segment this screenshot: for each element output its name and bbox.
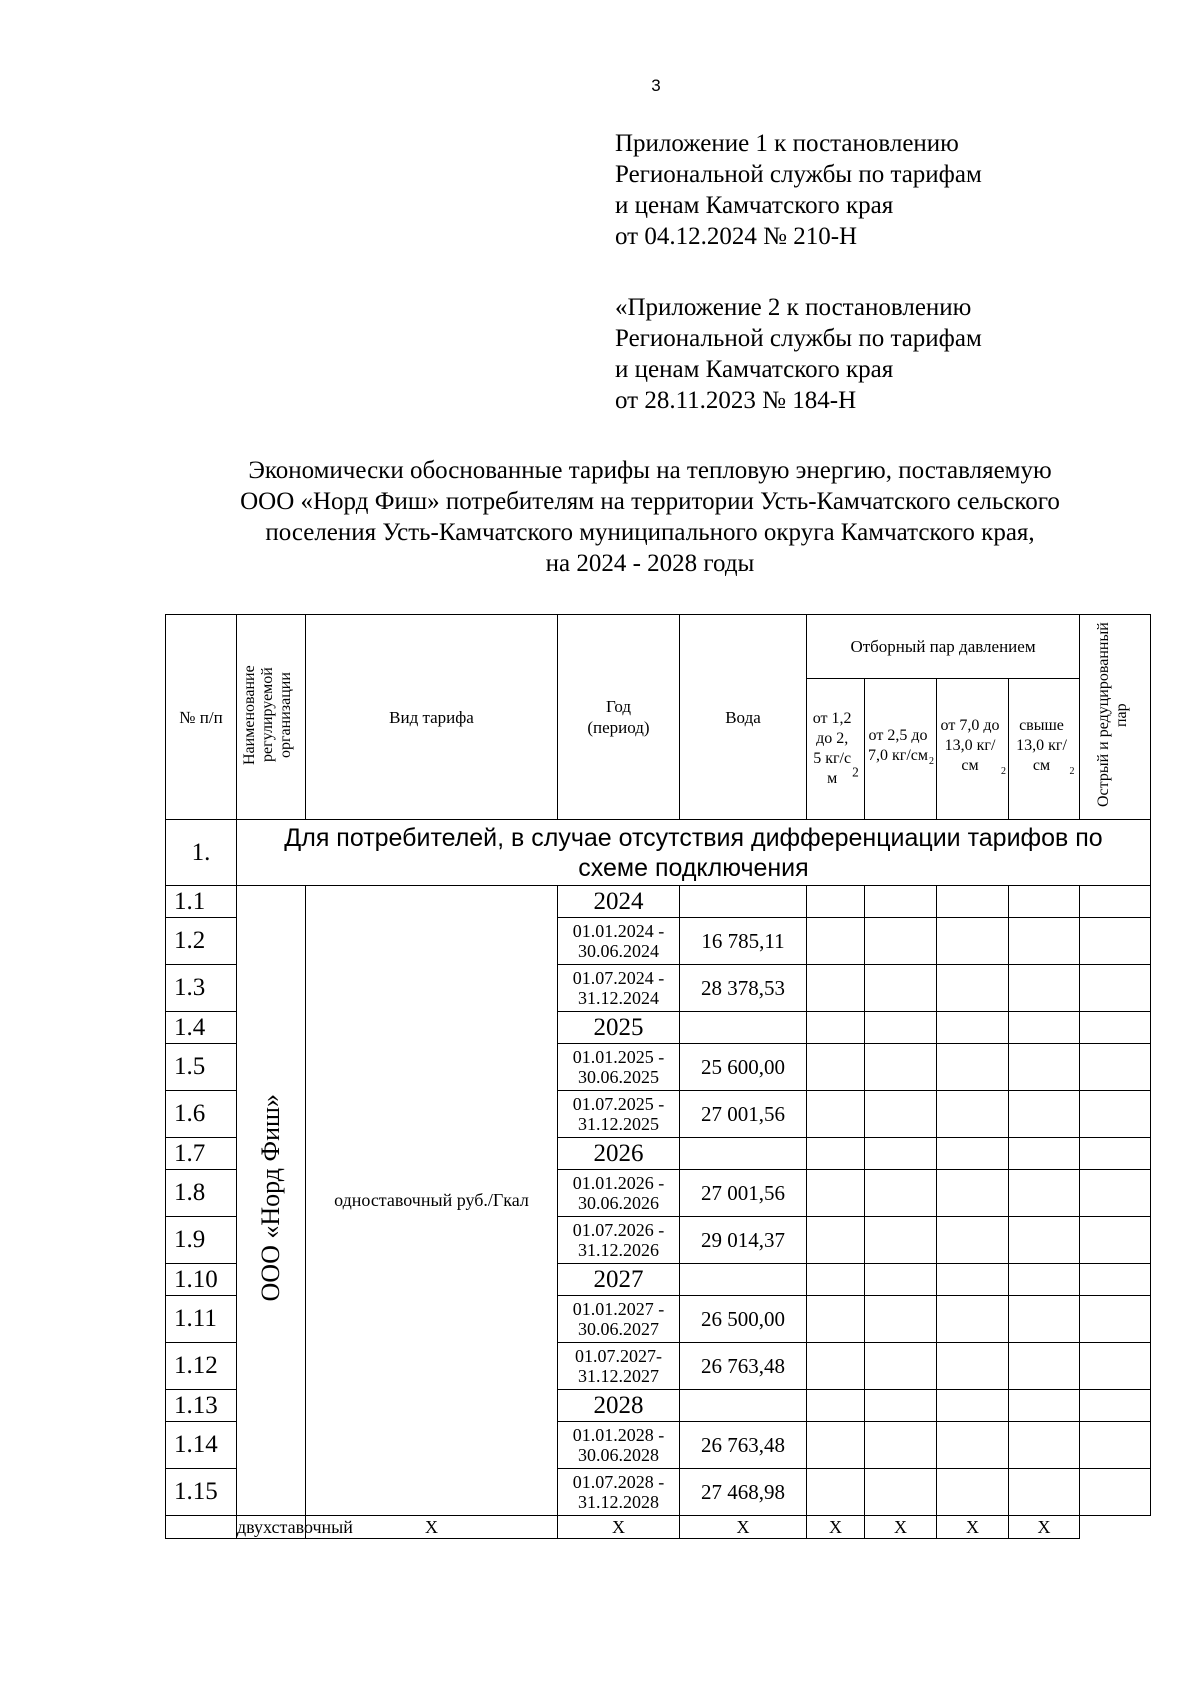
period-cell: 01.07.2026 - 31.12.2026	[558, 1217, 680, 1264]
x-mark: Х	[807, 1516, 865, 1539]
tariff-one-rate: одноставочный руб./Гкал	[306, 886, 558, 1516]
title-line: ООО «Норд Фиш» потребителям на территории Усть-Камчатского сельского	[240, 488, 1060, 515]
appendix-2-line: и ценам Камчатского края	[615, 356, 894, 383]
x-mark: Х	[558, 1516, 680, 1539]
period-cell: 01.07.2025 - 31.12.2025	[558, 1091, 680, 1138]
header-sharp-steam-text: Острый и редуцированный пар	[1095, 622, 1131, 807]
water-cell	[680, 1012, 807, 1044]
row-number: 1.12	[166, 1343, 237, 1390]
x-mark: Х	[1009, 1516, 1080, 1539]
header-steam-4-sup: 2	[1069, 766, 1075, 778]
period-cell: 01.07.2028 - 31.12.2028	[558, 1469, 680, 1516]
header-steam-4	[1009, 679, 1080, 820]
header-steam-group: Отборный пар давлением	[807, 615, 1080, 679]
row-number-empty	[166, 1516, 237, 1539]
year-cell: 2028	[558, 1390, 680, 1422]
header-steam-2	[865, 679, 937, 820]
header-steam-3	[937, 679, 1009, 820]
period-cell: 01.07.2027- 31.12.2027	[558, 1343, 680, 1390]
year-cell: 2025	[558, 1012, 680, 1044]
appendix-1-line: Приложение 1 к постановлению	[615, 130, 959, 157]
row-number: 1.11	[166, 1296, 237, 1343]
appendix-1-line: Региональной службы по тарифам	[615, 161, 982, 188]
title-line: Экономически обоснованные тарифы на тепловую энергию, поставляемую	[248, 457, 1052, 484]
header-steam-1-sup: 2	[852, 764, 859, 780]
year-cell: 2026	[558, 1138, 680, 1170]
water-cell: 27 001,56	[680, 1170, 807, 1217]
appendix-1-line: и ценам Камчатского края	[615, 192, 894, 219]
period-cell: 01.01.2025 - 30.06.2025	[558, 1044, 680, 1091]
tariff-table	[165, 614, 1151, 1539]
period-cell: 01.01.2028 - 30.06.2028	[558, 1422, 680, 1469]
x-mark: Х	[680, 1516, 807, 1539]
page-number: 3	[651, 76, 661, 95]
row-number: 1.4	[166, 1012, 237, 1044]
section-heading	[237, 820, 1151, 886]
water-cell	[680, 1390, 807, 1422]
x-mark: Х	[937, 1516, 1009, 1539]
water-cell: 26 500,00	[680, 1296, 807, 1343]
water-cell: 27 468,98	[680, 1469, 807, 1516]
appendix-2-line: «Приложение 2 к постановлению	[615, 294, 972, 321]
document-title	[150, 455, 1150, 579]
header-steam-1-text: от 1,2 до 2,5 кг/см	[812, 710, 852, 787]
water-cell: 26 763,48	[680, 1422, 807, 1469]
header-organization	[237, 615, 306, 820]
water-cell: 26 763,48	[680, 1343, 807, 1390]
header-steam-2-text: от 2,5 до 7,0 кг/см	[867, 726, 928, 764]
appendix-2-line: Региональной службы по тарифам	[615, 325, 982, 352]
appendix-2-line: от 28.11.2023 № 184-Н	[615, 387, 857, 414]
row-number: 1.6	[166, 1091, 237, 1138]
water-cell: 16 785,11	[680, 918, 807, 965]
appendix-2-reference	[615, 292, 982, 416]
header-period-text: Год (период)	[587, 697, 650, 737]
row-number: 1.2	[166, 918, 237, 965]
header-steam-4-text: свыше 13,0 кг/см	[1016, 716, 1067, 774]
section-number: 1.	[166, 820, 237, 886]
water-cell: 29 014,37	[680, 1217, 807, 1264]
header-period	[558, 615, 680, 820]
row-number: 1.1	[166, 886, 237, 918]
header-steam-2-sup: 2	[929, 756, 934, 768]
header-steam-3-sup: 2	[1001, 766, 1006, 778]
row-number: 1.10	[166, 1264, 237, 1296]
period-cell: 01.01.2027 - 30.06.2027	[558, 1296, 680, 1343]
organization-cell	[237, 886, 306, 1516]
water-cell: 25 600,00	[680, 1044, 807, 1091]
water-cell: 28 378,53	[680, 965, 807, 1012]
period-cell: 01.07.2024 - 31.12.2024	[558, 965, 680, 1012]
organization-name: ООО «Норд Фиш»	[256, 1094, 285, 1302]
header-number: № п/п	[166, 615, 237, 820]
year-cell: 2024	[558, 886, 680, 918]
header-organization-text: Наименование регулируемой организации	[241, 664, 294, 765]
row-number: 1.5	[166, 1044, 237, 1091]
water-cell: 27 001,56	[680, 1091, 807, 1138]
row-number: 1.3	[166, 965, 237, 1012]
appendix-1-reference	[615, 128, 982, 252]
title-line: на 2024 - 2028 годы	[545, 550, 755, 577]
water-cell	[680, 1264, 807, 1296]
header-sharp-steam	[1080, 615, 1151, 820]
header-steam-1	[807, 679, 865, 820]
section-heading-text: Для потребителей, в случае отсутствия дифференциации тарифов по схеме подключения	[284, 823, 1103, 882]
row-number: 1.8	[166, 1170, 237, 1217]
header-steam-3-text: от 7,0 до 13,0 кг/см	[940, 716, 1000, 774]
row-number: 1.14	[166, 1422, 237, 1469]
title-line: поселения Усть-Камчатского муниципального округа Камчатского края,	[265, 519, 1035, 546]
header-tariff-type: Вид тарифа	[306, 615, 558, 820]
appendix-1-line: от 04.12.2024 № 210-Н	[615, 223, 858, 250]
x-mark: Х	[306, 1516, 558, 1539]
row-number: 1.13	[166, 1390, 237, 1422]
period-cell: 01.01.2024 - 30.06.2024	[558, 918, 680, 965]
water-cell	[680, 886, 807, 918]
period-cell: 01.01.2026 - 30.06.2026	[558, 1170, 680, 1217]
x-mark: Х	[865, 1516, 937, 1539]
year-cell: 2027	[558, 1264, 680, 1296]
tariff-two-rate: двухставочный	[237, 1516, 353, 1537]
water-cell	[680, 1138, 807, 1170]
row-number: 1.7	[166, 1138, 237, 1170]
row-number: 1.9	[166, 1217, 237, 1264]
row-number: 1.15	[166, 1469, 237, 1516]
header-water: Вода	[680, 615, 807, 820]
